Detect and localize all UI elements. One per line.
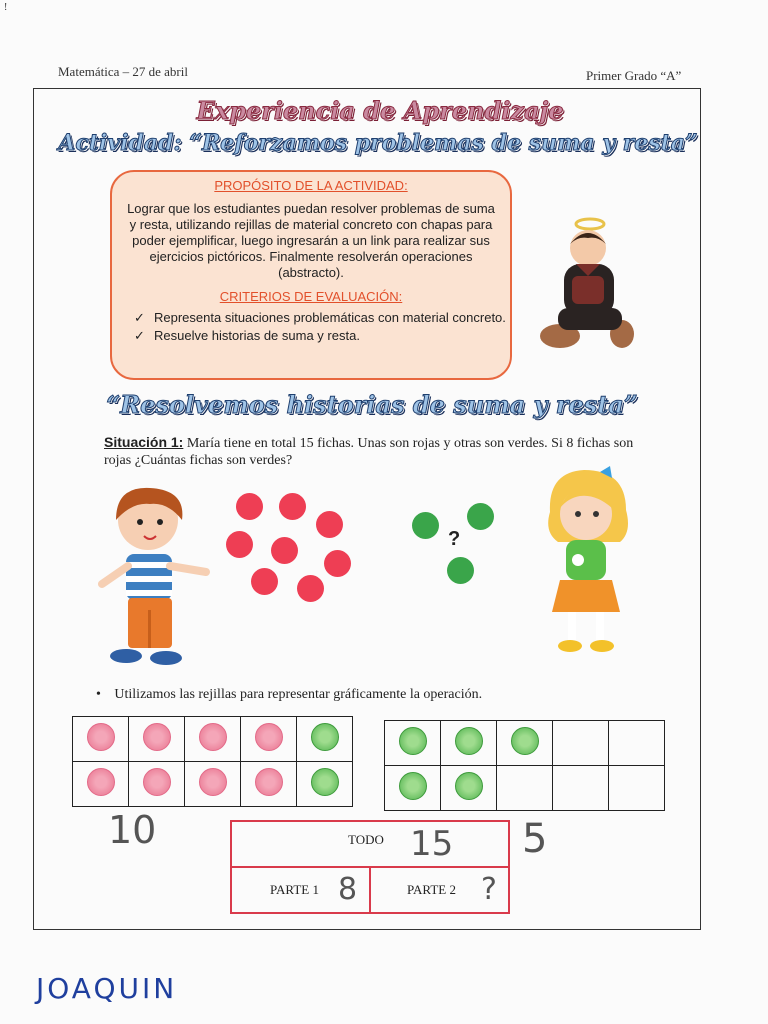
red-chip	[271, 537, 298, 564]
bullet-instruction: • Utilizamos las rejillas para representar gráficamente la operación.	[96, 687, 483, 702]
green-chip	[447, 557, 474, 584]
grid-cell	[297, 717, 353, 762]
purpose-heading: PROPÓSITO DE LA ACTIVIDAD:	[214, 178, 408, 193]
purpose-box	[110, 170, 512, 380]
pink-chip	[199, 723, 227, 751]
part-whole-table	[230, 820, 510, 914]
ten-frame-left	[72, 716, 353, 807]
red-chip	[324, 550, 351, 577]
red-chip	[236, 493, 263, 520]
grid-cell	[241, 717, 297, 762]
grid-cell	[497, 766, 553, 811]
situation-label: Situación 1:	[104, 434, 184, 450]
section-title: “Resolvemos historias de suma y resta”	[106, 390, 638, 419]
pink-chip	[87, 723, 115, 751]
purpose-body: Lograr que los estudiantes puedan resolver problemas de suma y resta, utilizando rejillas de material concreto con chapas para poder ejemplificar, luego ingresarán a un link para realizar sus ejercicios pictóricos. Finalmente resolverán operaciones (abstracto).	[127, 201, 495, 280]
grid-cell	[553, 766, 609, 811]
grid-cell	[297, 762, 353, 807]
page-title: Experiencia de Aprendizaje	[196, 96, 564, 125]
handwritten-right-number: 5	[522, 816, 548, 862]
parte1-cell	[231, 867, 370, 913]
girl-illustration	[540, 462, 640, 662]
grid-cell	[553, 721, 609, 766]
grid-cell	[385, 721, 441, 766]
handwritten-left-number: 10	[108, 808, 157, 852]
pink-chip	[199, 768, 227, 796]
green-drawn-chip	[311, 723, 339, 751]
check-icon: ✓	[134, 328, 145, 343]
grid-cell	[73, 762, 129, 807]
grid-cell	[609, 721, 665, 766]
red-chip	[297, 575, 324, 602]
student-name: JOAQUIN	[36, 972, 178, 1005]
green-drawn-chip	[399, 772, 427, 800]
grid-cell	[241, 762, 297, 807]
green-drawn-chip	[455, 772, 483, 800]
parte2-cell	[370, 867, 509, 913]
grid-cell	[73, 717, 129, 762]
todo-cell	[231, 821, 509, 867]
todo-label: TODO	[348, 832, 384, 847]
red-chip	[279, 493, 306, 520]
grid-cell	[441, 721, 497, 766]
ten-frame-right	[384, 720, 665, 811]
grid-cell	[385, 766, 441, 811]
green-drawn-chip	[311, 768, 339, 796]
pink-chip	[255, 768, 283, 796]
parte1-value: 8	[338, 872, 358, 907]
bullet-icon: •	[96, 687, 101, 702]
header-subject-date: Matemática – 27 de abril	[58, 64, 188, 79]
check-icon: ✓	[134, 310, 145, 325]
todo-value: 15	[410, 824, 454, 864]
situation-body: María tiene en total 15 fichas. Unas son rojas y otras son verdes. Si 8 fichas son rojas ¿Cuántas fichas son verdes?	[104, 436, 634, 468]
green-chip	[412, 512, 439, 539]
question-mark: ?	[448, 528, 461, 550]
boy-illustration	[98, 480, 218, 670]
saint-boy-illustration	[538, 210, 638, 360]
pink-chip	[143, 768, 171, 796]
criteria-item: ✓ Resuelve historias de suma y resta.	[134, 328, 360, 343]
red-chip	[251, 568, 278, 595]
grid-cell	[441, 766, 497, 811]
header-grade: Primer Grado “A”	[586, 68, 682, 83]
grid-cell	[129, 717, 185, 762]
parte1-label: PARTE 1	[270, 882, 319, 897]
green-drawn-chip	[455, 727, 483, 755]
grid-cell	[497, 721, 553, 766]
pink-chip	[87, 768, 115, 796]
criteria-list	[112, 310, 510, 344]
green-drawn-chip	[399, 727, 427, 755]
criteria-item: ✓ Representa situaciones problemáticas con material concreto.	[134, 310, 506, 325]
activity-title: Actividad: “Reforzamos problemas de suma y resta”	[58, 130, 698, 156]
red-chip	[316, 511, 343, 538]
grid-cell	[609, 766, 665, 811]
parte2-value: ?	[481, 872, 497, 907]
grid-cell	[185, 717, 241, 762]
corner-mark: !	[4, 2, 8, 13]
criteria-heading: CRITERIOS DE EVALUACIÓN:	[219, 289, 403, 304]
pink-chip	[255, 723, 283, 751]
grid-cell	[185, 762, 241, 807]
green-chip	[467, 503, 494, 530]
green-drawn-chip	[511, 727, 539, 755]
parte2-label: PARTE 2	[407, 882, 456, 897]
red-chip	[226, 531, 253, 558]
grid-cell	[129, 762, 185, 807]
pink-chip	[143, 723, 171, 751]
